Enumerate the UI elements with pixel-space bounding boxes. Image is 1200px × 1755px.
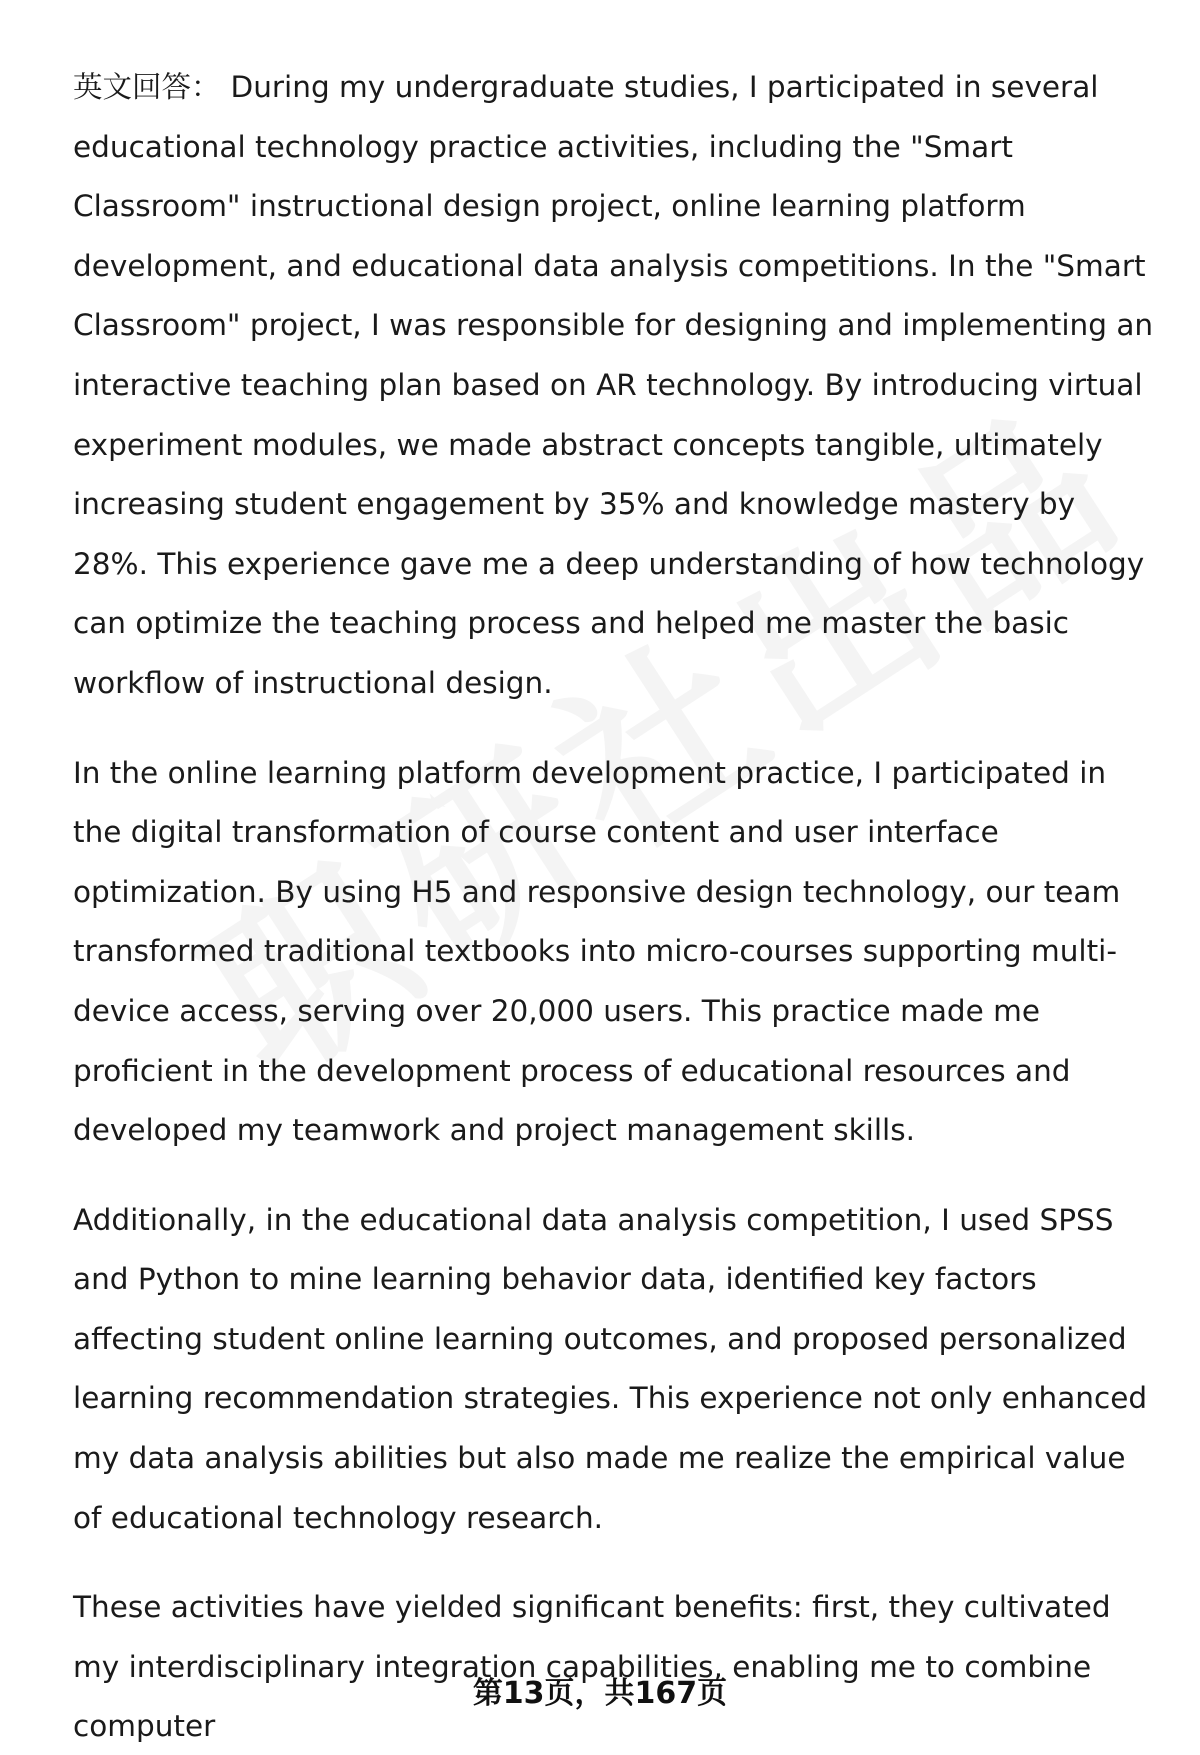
paragraph-4: [73, 1578, 1158, 1755]
answer-label: 英文回答：: [73, 70, 221, 104]
paragraph-text: During my undergraduate studies, I participated in several educational technology practice activities, including the "Smart Classroom" instructional design project, online learning platform development, and educational data analysis competitions. In the "Smart Classroom" project, I was responsible for designing and implementing an interactive teaching plan based on AR technology. By introducing virtual experiment modules, we made abstract concepts tangible, ultimately increasing student engagement by 35% and knowledge mastery by 28%. This experience gave me a deep understanding of how technology can optimize the teaching process and helped me master the basic workflow of instructional design.: [73, 70, 1154, 700]
paragraph-text: Additionally, in the educational data analysis competition, I used SPSS and Python to mine learning behavior data, identified key factors affecting student online learning outcomes, and proposed personalized learning recommendation strategies. This experience not only enhanced my data analysis abilities but also made me realize the empirical value of educational technology research.: [73, 1202, 1148, 1535]
paragraph-text: These activities have yielded significant benefits: first, they cultivated my interdisciplinary integration capabilities, enabling me to combine computer: [73, 1590, 1111, 1744]
paragraph-2: [73, 744, 1158, 1161]
paragraph-text: In the online learning platform development practice, I participated in the digital transformation of course content and user interface optimization. By using H5 and responsive design technology, our team transformed traditional textbooks into micro-courses supporting multi-device access, serving over 20,000 users. This practice made me proficient in the development process of educational resources and developed my teamwork and project management skills.: [73, 755, 1121, 1148]
paragraph-1: [73, 58, 1158, 714]
page-number: 第13页，共167页: [472, 1676, 728, 1711]
document-body: [73, 58, 1158, 1755]
paragraph-3: [73, 1191, 1158, 1549]
